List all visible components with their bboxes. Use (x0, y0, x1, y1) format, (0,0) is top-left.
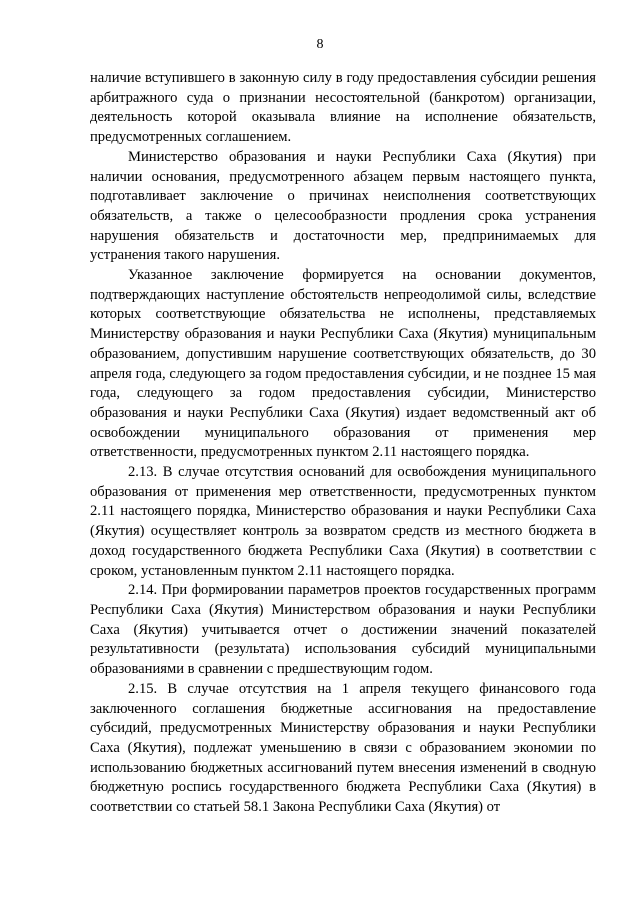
paragraph-conclusion-basis: Указанное заключение формируется на основании документов, подтверждающих наступление обстоятельств непреодолимой силы, вследствие которых соответствующие обязательства не исполнены, представляемых Министерству образования и науки Республики Саха (Якутия) муниципальным образованием, допустившим нарушение соответствующих обязательств, до 30 апреля года, следующего за годом предоставления субсидии, и не позднее 15 мая года, следующего за годом предоставления субсидии, Министерство образования и науки Республики Саха (Якутия) издает ведомственный акт об освобождении муниципального образования от применения мер ответственности, предусмотренных пунктом 2.11 настоящего порядка. (90, 267, 596, 461)
paragraph-clause-2-13: 2.13. В случае отсутствия оснований для освобождения муниципального образования от применения мер ответственности, предусмотренных пунктом 2.11 настоящего порядка, Министерство образования и науки Республики Саха (Якутия) осуществляет контроль за возвратом средств из местного бюджета в доход государственного бюджета Республики Саха (Якутия) в соответствии с сроком, установленным пунктом 2.11 настоящего порядка. (90, 464, 596, 579)
page-number: 8 (316, 37, 324, 52)
paragraph-clause-2-14: 2.14. При формировании параметров проектов государственных программ Республики Саха (Якутия) Министерством образования и науки Республики Саха (Якутия) учитывается отчет о достижении значений показателей результативности (результата) использования субсидий муниципальными образованиями в сравнении с предшествующим годом. (90, 582, 596, 678)
paragraph-continuation: наличие вступившего в законную силу в году предоставления субсидии решения арбитражного суда о признании несостоятельной (банкротом) организации, деятельность которой оказывала влияние на исполнение обязательств, предусмотренных соглашением. (90, 70, 596, 146)
paragraph-ministry-conclusion: Министерство образования и науки Республики Саха (Якутия) при наличии основания, предусмотренного абзацем первым настоящего пункта, подготавливает заключение о причинах неисполнения соответствующих обязательств, а также о целесообразности продления срока устранения нарушения обязательств и достаточности мер, предпринимаемых для устранения такого нарушения. (90, 148, 596, 264)
document-body (90, 69, 596, 818)
paragraph-clause-2-15: 2.15. В случае отсутствия на 1 апреля текущего финансового года заключенного соглашения бюджетные ассигнования на предоставление субсидий, предусмотренных Министерству образования и науки Республики Саха (Якутия), подлежат уменьшению в связи с образованием экономии по использованию бюджетных ассигнований путем внесения изменений в сводную бюджетную роспись государственного бюджета Республики Саха (Якутия) в соответствии со статьей 58.1 Закона Республики Саха (Якутия) от (90, 680, 596, 816)
